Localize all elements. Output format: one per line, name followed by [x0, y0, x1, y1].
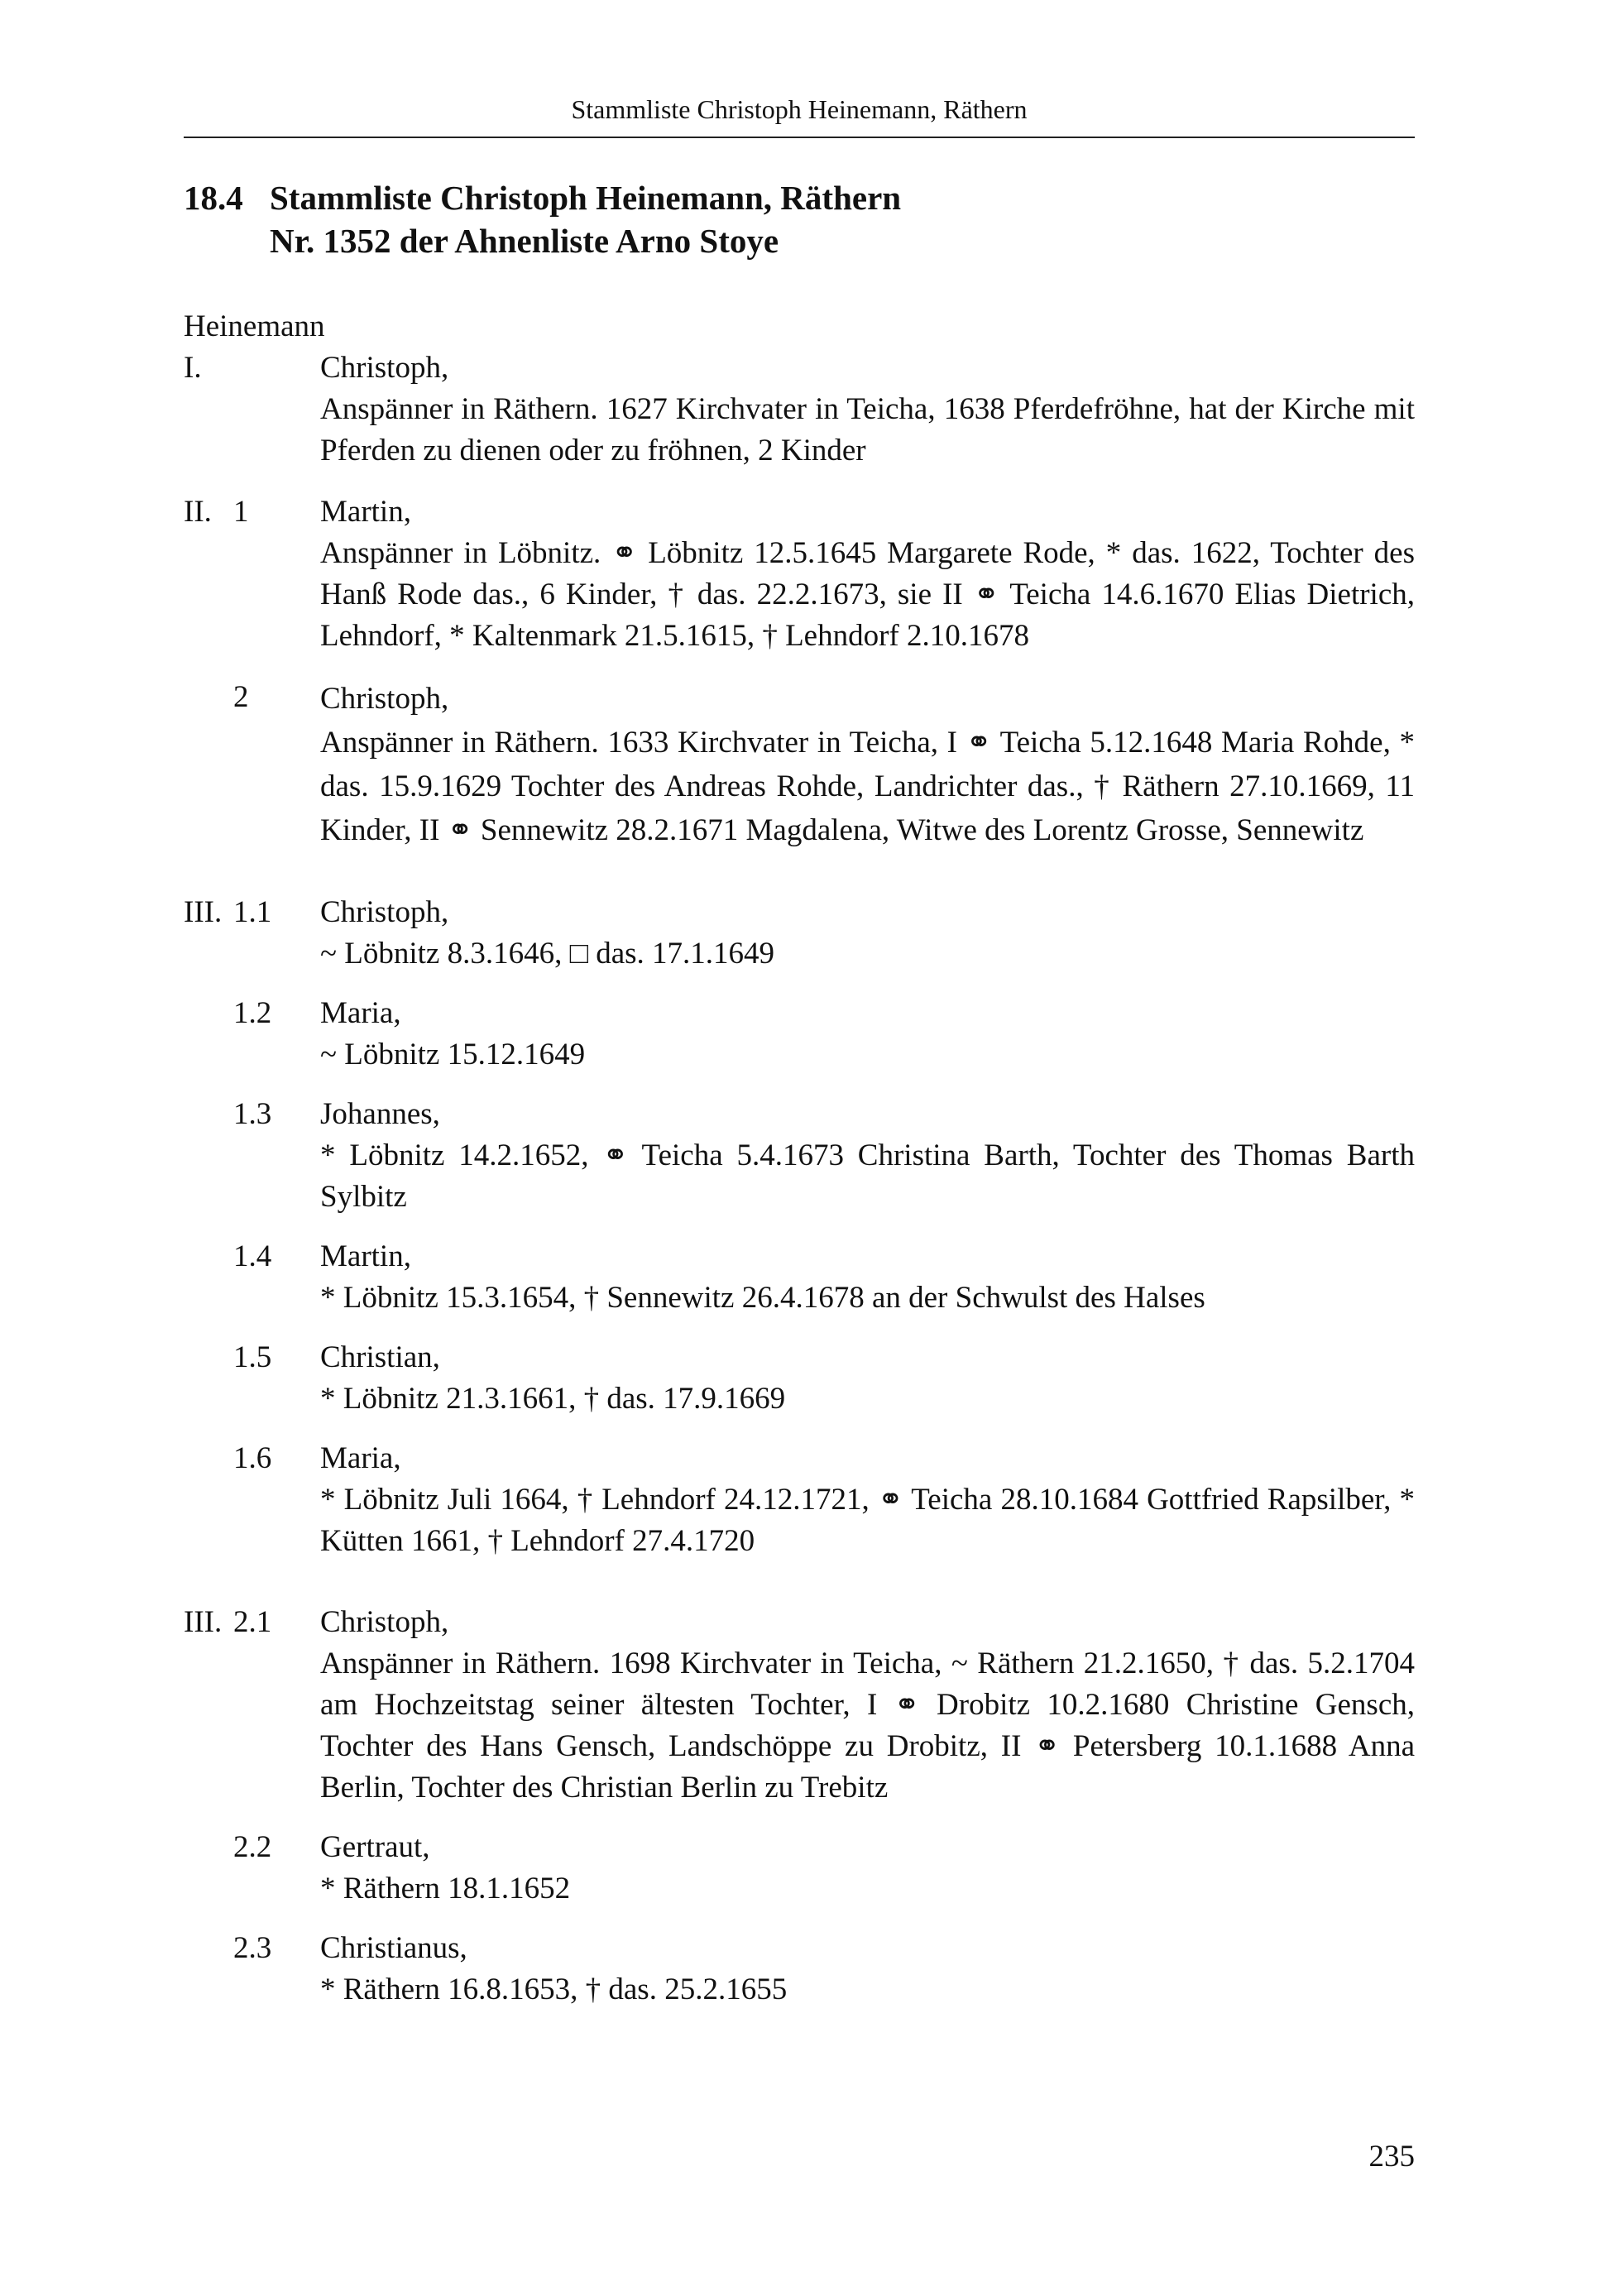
person-description: * Räthern 16.8.1653, † das. 25.2.1655 [320, 1972, 788, 2006]
person-description: ~ Löbnitz 8.3.1646, □ das. 17.1.1649 [320, 937, 775, 971]
entry-label [184, 1337, 320, 1420]
person-name: Christoph, [320, 351, 449, 385]
person-name: Christoph, [320, 1605, 449, 1639]
person-description: * Löbnitz 15.3.1654, † Sennewitz 26.4.1678 an der Schwulst des Halses [320, 1281, 1205, 1315]
generation-marker: II. [184, 495, 212, 529]
person-name: Christianus, [320, 1931, 467, 1965]
entry-number: 1.5 [233, 1340, 272, 1374]
genealogy-entry [184, 1094, 1415, 1218]
person-description: * Löbnitz 14.2.1652, ⚭ Teicha 5.4.1673 Christina Barth, Tochter des Thomas Barth Sylbitz [320, 1138, 1415, 1214]
genealogy-entry [184, 993, 1415, 1076]
entry-number: 2.2 [233, 1830, 272, 1864]
genealogy-entry [184, 892, 1415, 975]
person-description: Anspänner in Löbnitz. ⚭ Löbnitz 12.5.1645 Margarete Rode, * das. 1622, Tochter des Hanß Rode das., 6 Kinder, † das. 22.2.1673, sie II ⚭ Teicha 14.6.1670 Elias Dietrich, Lehndorf, * Kaltenmark 21.5.1615, † Lehndorf 2.10.1678 [320, 536, 1415, 653]
generation-marker: I. [184, 351, 202, 385]
section-number: 18.4 [184, 179, 243, 217]
entry-label [184, 677, 320, 852]
entry-label [184, 1827, 320, 1910]
genealogy-entry [184, 1827, 1415, 1910]
person-description: Anspänner in Räthern. 1627 Kirchvater in Teicha, 1638 Pferdefröhne, hat der Kirche mit Pferden zu dienen oder zu fröhnen, 2 Kinder [320, 392, 1415, 467]
generation-marker: III. [184, 895, 223, 929]
person-description: * Löbnitz Juli 1664, † Lehndorf 24.12.1721, ⚭ Teicha 28.10.1684 Gottfried Rapsilber, * Kütten 1661, † Lehndorf 27.4.1720 [320, 1483, 1415, 1558]
page-number: 235 [1368, 2140, 1415, 2174]
header-rule [184, 137, 1415, 138]
genealogy-entry [184, 1438, 1415, 1562]
genealogy-entry [184, 348, 1415, 472]
entry-number: 2.3 [233, 1931, 272, 1965]
entry-label [184, 1094, 320, 1218]
section-title [184, 176, 1415, 262]
person-description: ~ Löbnitz 15.12.1649 [320, 1038, 586, 1071]
family-name-heading: Heinemann [184, 309, 325, 343]
entry-number: 1 [233, 495, 249, 529]
section-title-line-2: Nr. 1352 der Ahnenliste Arno Stoye [270, 222, 779, 260]
entry-label [184, 348, 320, 472]
entry-number: 1.4 [233, 1239, 272, 1273]
entry-label [184, 491, 320, 657]
person-name: Maria, [320, 996, 401, 1030]
genealogy-entry [184, 1236, 1415, 1319]
entry-number: 1.3 [233, 1097, 272, 1131]
entry-number: 1.1 [233, 895, 272, 929]
entry-label [184, 892, 320, 975]
person-description: Anspänner in Räthern. 1633 Kirchvater in Teicha, I ⚭ Teicha 5.12.1648 Maria Rohde, * das. 15.9.1629 Tochter des Andreas Rohde, Landrichter das., † Räthern 27.10.1669, 11 Kinder, II ⚭ Sennewitz 28.2.1671 Magdalena, Witwe des Lorentz Grosse, Sennewitz [320, 726, 1415, 847]
entry-number: 1.2 [233, 996, 272, 1030]
entry-label [184, 1438, 320, 1562]
generation-marker: III. [184, 1605, 223, 1639]
entry-number: 2.1 [233, 1605, 272, 1639]
genealogy-entry [184, 1337, 1415, 1420]
person-name: Martin, [320, 1239, 411, 1273]
section-title-line-1: Stammliste Christoph Heinemann, Räthern [270, 179, 902, 217]
person-description: * Löbnitz 21.3.1661, † das. 17.9.1669 [320, 1382, 786, 1416]
entry-label [184, 1602, 320, 1809]
person-name: Martin, [320, 495, 411, 529]
entry-label [184, 1236, 320, 1319]
entry-label [184, 993, 320, 1076]
genealogy-entry [184, 1928, 1415, 2011]
genealogy-entry [184, 677, 1415, 852]
entry-label [184, 1928, 320, 2011]
person-name: Christian, [320, 1340, 440, 1374]
person-description: * Räthern 18.1.1652 [320, 1872, 571, 1905]
person-name: Christoph, [320, 682, 449, 716]
genealogy-entry-list [184, 348, 1415, 2011]
genealogy-entry [184, 491, 1415, 657]
person-name: Maria, [320, 1441, 401, 1475]
person-description: Anspänner in Räthern. 1698 Kirchvater in Teicha, ~ Räthern 21.2.1650, † das. 5.2.1704 am Hochzeitstag seiner ältesten Tochter, I ⚭ Drobitz 10.2.1680 Christine Gensch, Tochter des Hans Gensch, Landschöppe zu Drobitz, II ⚭ Petersberg 10.1.1688 Anna Berlin, Tochter des Christian Berlin zu Trebitz [320, 1647, 1415, 1805]
running-header: Stammliste Christoph Heinemann, Räthern [571, 94, 1028, 124]
entry-number: 1.6 [233, 1441, 272, 1475]
person-name: Christoph, [320, 895, 449, 929]
person-name: Johannes, [320, 1097, 440, 1131]
person-name: Gertraut, [320, 1830, 430, 1864]
entry-number: 2 [233, 680, 249, 714]
genealogy-entry [184, 1602, 1415, 1809]
